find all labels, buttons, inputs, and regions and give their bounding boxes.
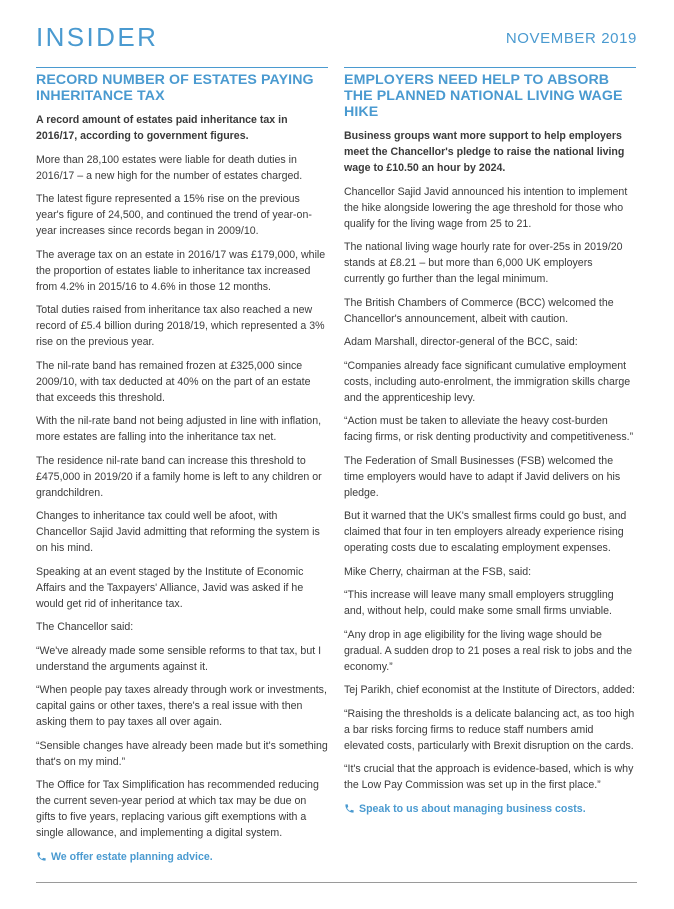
paragraph: The nil-rate band has remained frozen at £325,000 since 2009/10, with tax deducted at 40% on the part of an estate that exceeds this threshold. xyxy=(36,359,311,404)
article-title: EMPLOYERS NEED HELP TO ABSORB THE PLANNED NATIONAL LIVING WAGE HIKE xyxy=(344,72,623,120)
article-lead: Business groups want more support to help employers meet the Chancellor's pledge to raise the national living wage to £10.50 an hour by 2024. xyxy=(344,130,625,174)
paragraph: “Companies already face significant cumulative employment costs, including auto-enrolment, the immigration skills charge and the apprenticeship levy. xyxy=(344,359,631,404)
left-article xyxy=(36,67,328,865)
estate-planning-cta[interactable] xyxy=(36,849,328,865)
article-lead: A record amount of estates paid inheritance tax in 2016/17, according to government figures. xyxy=(36,114,288,142)
paragraph: Speaking at an event staged by the Institute of Economic Affairs and the Taxpayers' Alliance, Javid was asked if he would get rid of inheritance tax. xyxy=(36,565,304,610)
paragraph: “When people pay taxes already through work or investments, capital gains or other taxes, there's a real issue with then asking them to pay taxes all over again. xyxy=(36,684,327,728)
article-title: RECORD NUMBER OF ESTATES PAYING INHERITANCE TAX xyxy=(36,72,314,104)
phone-icon xyxy=(344,803,355,814)
footer-rule xyxy=(36,882,637,883)
paragraph: Mike Cherry, chairman at the FSB, said: xyxy=(344,565,532,578)
paragraph: The Chancellor said: xyxy=(36,621,134,633)
paragraph: Chancellor Sajid Javid announced his intention to implement the hike alongside lowering the age threshold for those who qualify for the living wage from 25 to 21. xyxy=(344,185,628,230)
paragraph: The average tax on an estate in 2016/17 was £179,000, while the proportion of estates liable to inheritance tax increased from 4.2% in 2015/16 to 4.6% in those 12 months. xyxy=(36,248,326,293)
cta-label: Speak to us about managing business costs. xyxy=(359,802,586,815)
paragraph: Adam Marshall, director-general of the BCC, said: xyxy=(344,336,578,348)
paragraph: The Federation of Small Businesses (FSB) welcomed the time employers would have to adapt if Javid delivers on his pledge. xyxy=(344,454,621,499)
paragraph: With the nil-rate band not being adjusted in line with inflation, more estates are falling into the inheritance tax net. xyxy=(36,415,322,443)
right-article xyxy=(344,67,636,817)
article-body xyxy=(344,184,636,794)
paragraph: Changes to inheritance tax could well be afoot, with Chancellor Sajid Javid admitting that reforming the system is on his mind. xyxy=(36,510,320,554)
column-rule xyxy=(344,67,636,68)
paragraph: “Raising the thresholds is a delicate balancing act, as too high a bar risks forcing firms to reduce staff numbers amid elevated costs, particularly with Brexit disruption on the cards. xyxy=(344,707,635,752)
paragraph: “This increase will leave many small employers struggling and, without help, could make some small firms unviable. xyxy=(344,589,614,617)
cta-label: We offer estate planning advice. xyxy=(51,850,213,863)
brand-title: INSIDER xyxy=(36,22,159,52)
paragraph: More than 28,100 estates were liable for death duties in 2016/17 – a new high for the number of estates charged. xyxy=(36,153,303,182)
paragraph: “It's crucial that the approach is evidence-based, which is why the Low Pay Commission was set up in the first place.” xyxy=(344,763,634,791)
column-rule xyxy=(36,67,328,68)
paragraph: The Office for Tax Simplification has recommended reducing the current seven-year period at which tax may be due on gifts to five years, replacing various gift exemptions with a single allowance, and implementing a digital system. xyxy=(36,779,319,839)
phone-icon xyxy=(36,851,47,862)
paragraph: Total duties raised from inheritance tax also reached a new record of £5.4 billion during 2018/19, which represented a 3% rise on the previous year. xyxy=(36,304,325,348)
paragraph: “We've already made some sensible reforms to that tax, but I understand the arguments against it. xyxy=(36,644,322,673)
business-costs-cta[interactable] xyxy=(344,801,636,817)
paragraph: “Any drop in age eligibility for the living wage should be gradual. A sudden drop to 21 poses a real risk to jobs and the economy.” xyxy=(344,628,632,673)
paragraph: Tej Parikh, chief economist at the Institute of Directors, added: xyxy=(344,684,635,696)
paragraph: The national living wage hourly rate for over-25s in 2019/20 stands at £8.21 – but more than 6,000 UK employers currently go further than the legal minimum. xyxy=(344,241,623,285)
paragraph: But it warned that the UK's smallest firms could go bust, and claimed that four in ten employers already experience rising operating costs due to escalating employment expenses. xyxy=(344,510,627,554)
paragraph: The residence nil-rate band can increase this threshold to £475,000 in 2019/20 if a family home is left to any children or grandchildren. xyxy=(36,454,322,499)
issue-date: NOVEMBER 2019 xyxy=(505,30,637,47)
paragraph: The British Chambers of Commerce (BCC) welcomed the Chancellor's announcement, albeit with caution. xyxy=(344,296,614,325)
paragraph: “Action must be taken to alleviate the heavy cost-burden facing firms, or risk denting productivity and competitiveness.” xyxy=(344,415,634,443)
masthead xyxy=(36,18,637,58)
article-body xyxy=(36,152,328,842)
paragraph: “Sensible changes have already been made but it's something that's on my mind.” xyxy=(36,739,328,768)
paragraph: The latest figure represented a 15% rise on the previous year's figure of 24,500, and continued the trend of year-on-year increases since records began in 2009/10. xyxy=(36,193,312,237)
